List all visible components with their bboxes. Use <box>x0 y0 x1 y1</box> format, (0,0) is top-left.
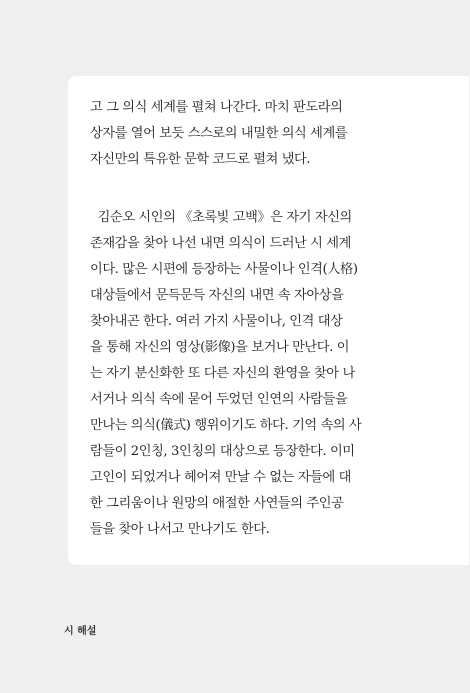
text-line: 을 통해 자신의 영상(影像)을 보거나 만난다. 이 <box>90 340 350 355</box>
text-line: 들을 찾아 나서고 만나기도 한다. <box>90 522 270 537</box>
text-line: 이다. 많은 시편에 등장하는 사물이나 인격(人格) <box>90 262 358 277</box>
text-line: 서거나 의식 속에 묻어 두었던 인연의 사람들을 <box>90 392 348 407</box>
paragraph-2 <box>90 205 372 543</box>
text-line: 대상들에서 문득문득 자신의 내면 속 자아상을 <box>90 288 344 303</box>
text-line: 찾아내곤 한다. 여러 가지 사물이나, 인격 대상 <box>90 314 343 329</box>
paragraph-1 <box>90 95 372 173</box>
text-line: 고인이 되었거나 헤어져 만날 수 없는 자들에 대 <box>90 470 351 485</box>
section-label: 시 해설 <box>64 626 97 637</box>
text-line: 는 자기 분신화한 또 다른 자신의 환영을 찾아 나 <box>90 366 355 381</box>
text-line: 김순오 시인의 《초록빛 고백》은 자기 자신의 <box>90 210 352 225</box>
text-line: 존재감을 찾아 나선 내면 의식이 드러난 시 세계 <box>90 236 351 251</box>
text-line: 자신만의 특유한 문학 코드로 펼쳐 냈다. <box>90 152 311 167</box>
text-line: 람들이 2인칭, 3인칭의 대상으로 등장한다. 이미 <box>90 444 355 459</box>
text-line: 상자를 열어 보듯 스스로의 내밀한 의식 세계를 <box>90 126 348 141</box>
text-line: 한 그리움이나 원망의 애절한 사연들의 주인공 <box>90 496 344 511</box>
text-line: 만나는 의식(儀式) 행위이기도 하다. 기억 속의 사 <box>90 418 362 433</box>
text-line: 고 그 의식 세계를 펼쳐 나간다. 마치 판도라의 <box>90 100 343 115</box>
